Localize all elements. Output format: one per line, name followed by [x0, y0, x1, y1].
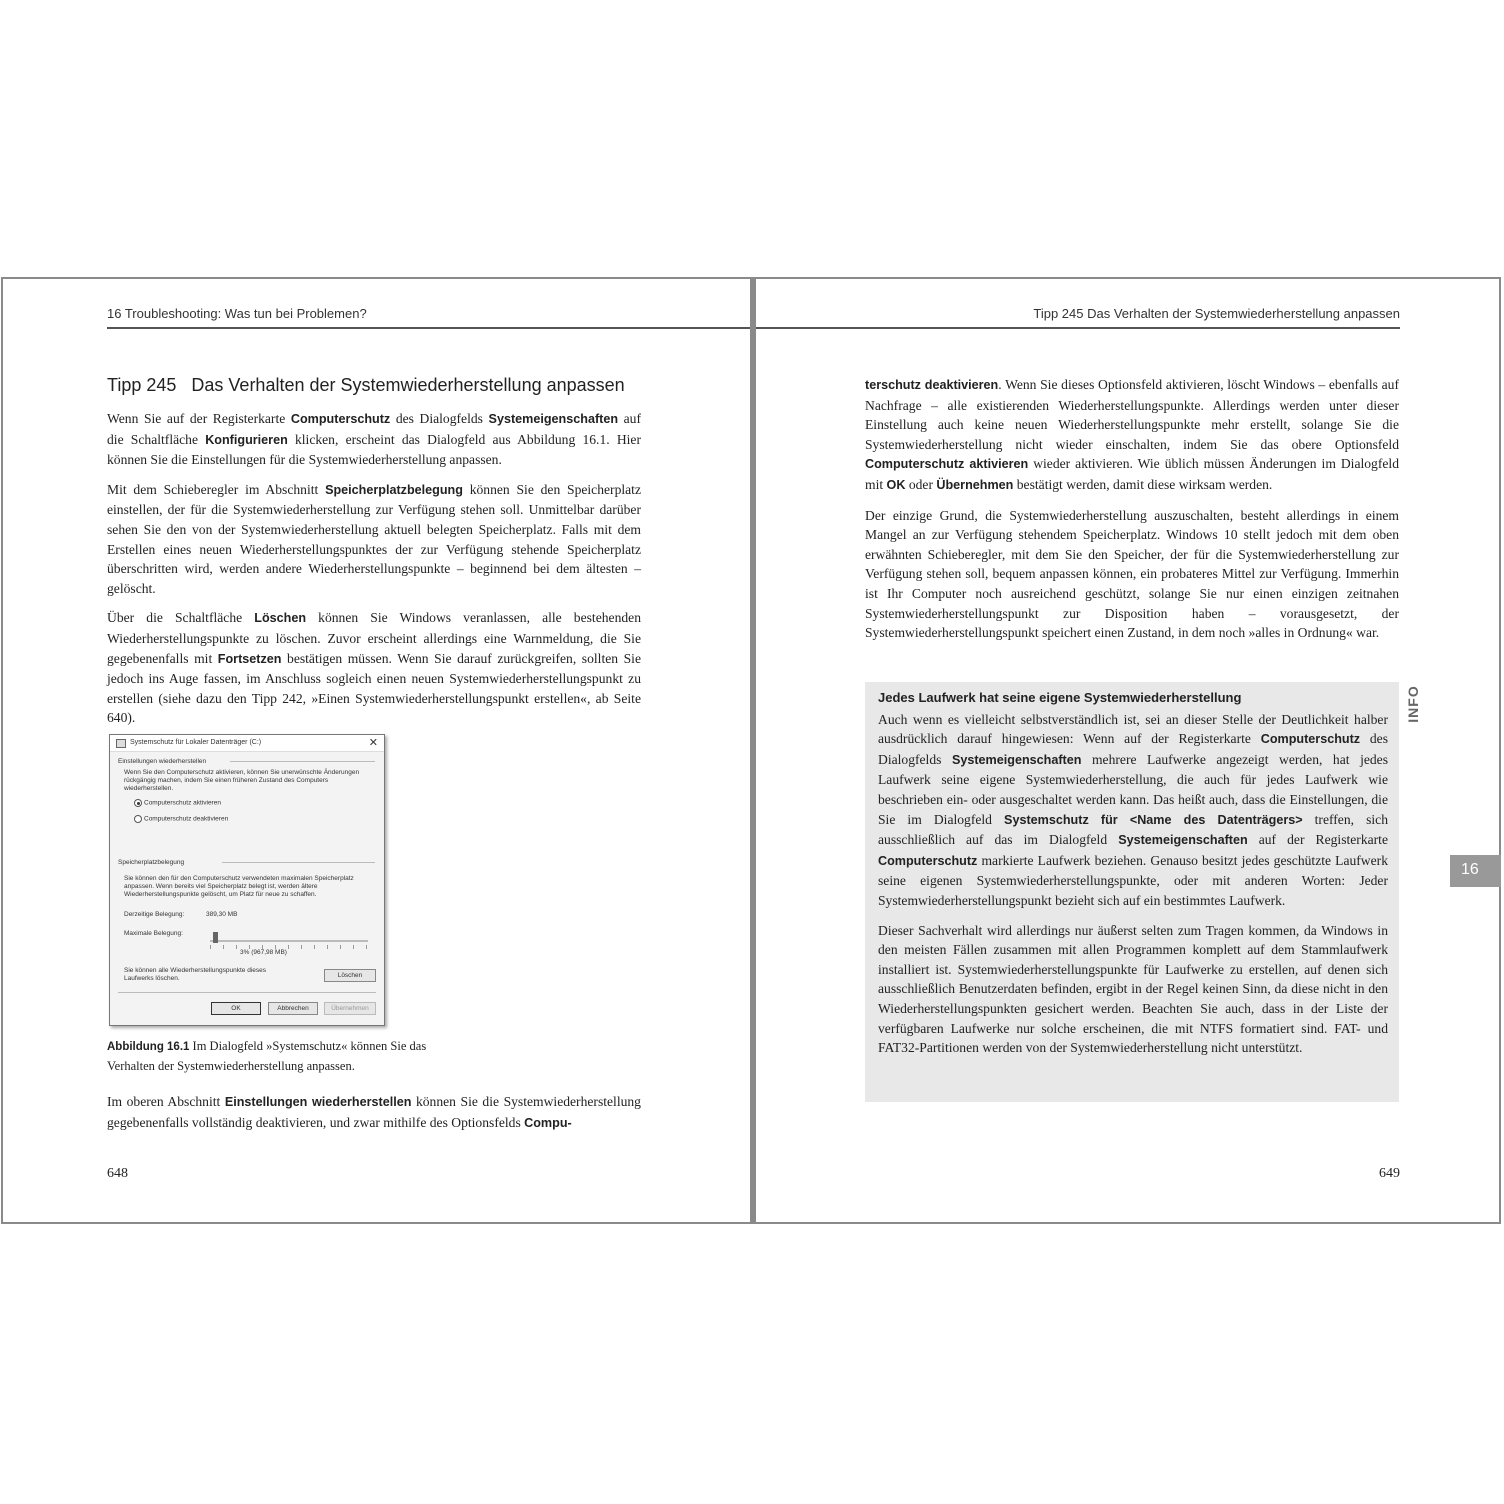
storage-description-line: Sie können den für den Computerschutz verwendeten maximalen Speicherplatz: [124, 875, 354, 882]
tip-title: Das Verhalten der Systemwiederherstellung anpassen: [191, 375, 625, 395]
term-systemeigenschaften: Systemeigenschaften: [951, 752, 1082, 767]
term-terschutz-deaktivieren: terschutz deaktivieren: [865, 378, 999, 392]
systemschutz-dialog-figure: [109, 734, 385, 1026]
term-speicherplatzbelegung: Speicherplatzbelegung: [325, 482, 463, 497]
apply-button[interactable]: Übernehmen: [324, 1002, 376, 1015]
delete-description-line: Sie können alle Wiederherstellungspunkte dieses: [124, 967, 267, 974]
info-paragraph-2: Dieser Sachverhalt wird allerdings nur äußerst selten zum Tragen kommen, da Windows in den meisten Fällen zusammen mit allen Programmen komplett auf dem Stammlaufwerk installiert ist. Systemwiederherstellungspunkte für Laufwerke zu erstellen, auf denen sich ausschließlich Benutzerdaten befinden, ergibt in der Regel keinen Sinn, da diese nicht in den Wiederherstellungspunkten gesichert werden. Beachten Sie auch, dass in der Liste der verfügbaren Laufwerke nur solche erscheinen, die mit NTFS formatiert sind. FAT- und FAT32-Partitionen werden von der Systemwiederherstellung nicht unterstützt.: [878, 922, 1388, 1056]
paragraph-3: Über die Schaltfläche Löschen können Sie Windows veranlassen, alle bestehenden Wiederherstellungspunkte zu löschen. Zuvor erscheint allerdings eine Warnmeldung, die Sie gegebenenfalls mit Fortsetzen bestätigen müssen. Wenn Sie darauf zurückgreifen, sollten Sie jedoch ins Auge fassen, im Anschluss sogleich einen neuen Systemwiederherstellungspunkt zu erstellen (siehe dazu den Tipp 242, »Einen Systemwiederherstellungspunkt erstellen«, ab Seite 640).: [107, 610, 641, 726]
ok-button[interactable]: OK: [211, 1002, 261, 1015]
current-usage-label: Derzeitige Belegung:: [124, 911, 185, 918]
restore-description-line: rückgängig machen, indem Sie einen früheren Zustand des Computers: [124, 777, 329, 784]
section-divider: [230, 761, 375, 762]
slider-thumb[interactable]: [213, 932, 218, 943]
max-usage-label: Maximale Belegung:: [124, 930, 183, 937]
chapter-tab: 16: [1450, 855, 1501, 887]
radio-selected-icon: [134, 799, 142, 807]
header-rule-right: [756, 327, 1400, 329]
term-loeschen: Löschen: [254, 611, 307, 626]
paragraph-6: Der einzige Grund, die Systemwiederherstellung auszuschalten, besteht allerdings in einem Mangel an zur Verfügung stehendem Speicherplatz. Windows 10 stellt jedoch mit dem oben erwähnten Schieberegler, mit dem Sie den Speicher, der für die Systemwiederherstellung zur Verfügung stehen soll, bequem anpassen können, ein probateres Mittel zur Verfügung. Immerhin ist Ihr Computer noch ausreichend geschützt, solange Sie nur einen einzigen zeitnahen Systemwiederherstellungspunkt zur Disposition haben – vorausgesetzt, der Systemwiederherstellungspunkt speichert einen Zustand, in dem noch »alles in Ordnung« war.: [865, 507, 1399, 641]
radio-computerschutz-aktivieren[interactable]: Computerschutz aktivieren: [134, 799, 221, 807]
radio-computerschutz-deaktivieren[interactable]: Computerschutz deaktivieren: [134, 815, 228, 823]
slider-ticks: [210, 945, 368, 949]
footer-divider: [118, 992, 376, 993]
cancel-button[interactable]: Abbrechen: [268, 1002, 318, 1015]
running-head-left: 16 Troubleshooting: Was tun bei Problemen?: [107, 306, 367, 321]
storage-description-line: Wiederherstellungspunkte gelöscht, um Platz für neue zu schaffen.: [124, 891, 317, 898]
paragraph-2: Mit dem Schieberegler im Abschnitt Speicherplatzbelegung können Sie den Speicherplatz einstellen, der für die Systemwiederherstellung zur Verfügung stehen soll. Unmittelbar darüber sehen Sie den von der Systemwiederherstellung aktuell belegten Speicherplatz. Falls mit dem Erstellen eines neuen Wiederherstellungspunktes der zur Verfügung stehende Speicherplatz überschritten wird, werden andere Wiederherstellungspunkte – beginnend bei dem ältesten – gelöscht.: [107, 481, 641, 596]
tip-number: Tipp 245: [107, 375, 177, 395]
term-konfigurieren: Konfigurieren: [205, 432, 288, 447]
section-restore-settings: Einstellungen wiederherstellen: [118, 758, 207, 765]
term-fortsetzen: Fortsetzen: [217, 651, 282, 666]
paragraph-4: Im oberen Abschnitt Einstellungen wiederherstellen können Sie die Systemwiederherstellung gegebenenfalls vollständig deaktivieren, und zwar mithilfe des Optionsfelds Compu-: [107, 1094, 641, 1130]
delete-description-line: Laufwerks löschen.: [124, 975, 180, 982]
max-usage-slider[interactable]: [210, 940, 368, 942]
header-rule-left: [107, 327, 750, 329]
restore-description-line: wiederherstellen.: [124, 785, 174, 792]
page-number-left: 648: [107, 1166, 128, 1181]
restore-description-line: Wenn Sie den Computerschutz aktivieren, können Sie unerwünschte Änderungen: [124, 769, 360, 776]
left-text-bottom: [107, 1092, 641, 1143]
close-icon[interactable]: ✕: [368, 737, 378, 749]
info-box-content: [878, 688, 1388, 1068]
slider-value: 3% (967,98 MB): [240, 949, 287, 956]
dialog-titlebar: [110, 735, 384, 752]
dialog-title: Systemschutz für Lokaler Datenträger (C:): [130, 739, 262, 746]
paragraph-1: Wenn Sie auf der Registerkarte Computerschutz des Dialogfelds Systemeigenschaften auf die Schaltfläche Konfigurieren klicken, erscheint das Dialogfeld aus Abbildung 16.1. Hier können Sie die Einstellungen für die Systemwiederherstellung anpassen.: [107, 411, 641, 468]
term-compu: Compu-: [524, 1115, 572, 1130]
info-paragraph-1: Auch wenn es vielleicht selbstverständlich ist, sei an dieser Stelle der Deutlichkeit halber ausdrücklich darauf hingewiesen: Wenn auf der Registerkarte Computerschutz des Dialogfelds Systemeigenschaften mehrere Laufwerke angezeigt werden, hat jedes Laufwerk seine eigene Systemwiederherstellung, die auch für jedes Laufwerk wie beschrieben ein- oder ausgeschaltet werden kann. Das heißt auch, dass die Einstellungen, die Sie im Dialogfeld Systemschutz für <Name des Datenträgers> treffen, sich ausschließlich auf das im Dialogfeld Systemeigenschaften auf der Registerkarte Computerschutz markierte Laufwerk beziehen. Genauso besitzt jedes geschützte Laufwerk seine eigenen Systemwiederherstellungspunkte, oder mit anderen Worten: Jeder Systemwiederherstellungspunkt bezieht sich auf ein bestimmtes Laufwerk.: [878, 711, 1388, 908]
figure-caption: [107, 1037, 437, 1076]
left-text-top: [107, 409, 641, 738]
info-box: [865, 682, 1399, 1102]
caption-text: Im Dialogfeld »Systemschutz« können Sie das Verhalten der Systemwiederherstellung anpassen.: [107, 1039, 427, 1073]
term-computerschutz-aktivieren: Computerschutz aktivieren: [865, 457, 1029, 472]
left-page: [3, 279, 750, 1222]
term-systemeigenschaften: Systemeigenschaften: [1118, 833, 1248, 848]
radio-unselected-icon: [134, 815, 142, 823]
caption-label: Abbildung 16.1: [107, 1041, 190, 1053]
tip-heading: [107, 375, 625, 396]
term-systemeigenschaften: Systemeigenschaften: [488, 412, 619, 426]
section-divider: [222, 862, 375, 863]
page-number-right: 649: [1379, 1166, 1400, 1181]
term-einstellungen-wiederherstellen: Einstellungen wiederherstellen: [224, 1095, 412, 1109]
right-page: [756, 279, 1501, 1222]
paragraph-5: terschutz deaktivieren. Wenn Sie dieses Optionsfeld aktivieren, löscht Windows – ebenfalls auf Nachfrage – alle existierenden Wiederherstellungspunkte. Allerdings werden unter dieser Einstellung auch keine neuen Wiederherstellungspunkte mehr erstellt, solange Sie die Systemwiederherstellung nicht wieder einschalten, indem Sie das obere Optionsfeld Computerschutz aktivieren wieder aktivieren. Wie üblich müssen Änderungen im Dialogfeld mit OK oder Übernehmen bestätigt werden, damit diese wirksam werden.: [865, 377, 1399, 492]
info-box-heading: Jedes Laufwerk hat seine eigene Systemwiederherstellung: [878, 690, 1242, 705]
storage-description-line: anpassen. Wenn bereits viel Speicherplatz belegt ist, werden ältere: [124, 883, 318, 890]
term-ok: OK: [886, 477, 906, 492]
info-margin-label: INFO: [1405, 685, 1421, 723]
section-storage: Speicherplatzbelegung: [118, 859, 185, 866]
term-computerschutz: Computerschutz: [878, 853, 978, 868]
delete-button[interactable]: Löschen: [324, 969, 376, 982]
current-usage-value: 389,30 MB: [206, 911, 238, 918]
drive-icon: [116, 739, 126, 748]
right-text: [865, 375, 1399, 653]
term-computerschutz: Computerschutz: [290, 412, 391, 426]
running-head-right: Tipp 245 Das Verhalten der Systemwiederherstellung anpassen: [1033, 306, 1400, 321]
term-computerschutz: Computerschutz: [1260, 732, 1361, 747]
term-systemschutz-fuer: Systemschutz für <Name des Datenträgers>: [1004, 812, 1303, 827]
book-spread: [1, 277, 1501, 1224]
term-uebernehmen: Übernehmen: [936, 477, 1014, 492]
